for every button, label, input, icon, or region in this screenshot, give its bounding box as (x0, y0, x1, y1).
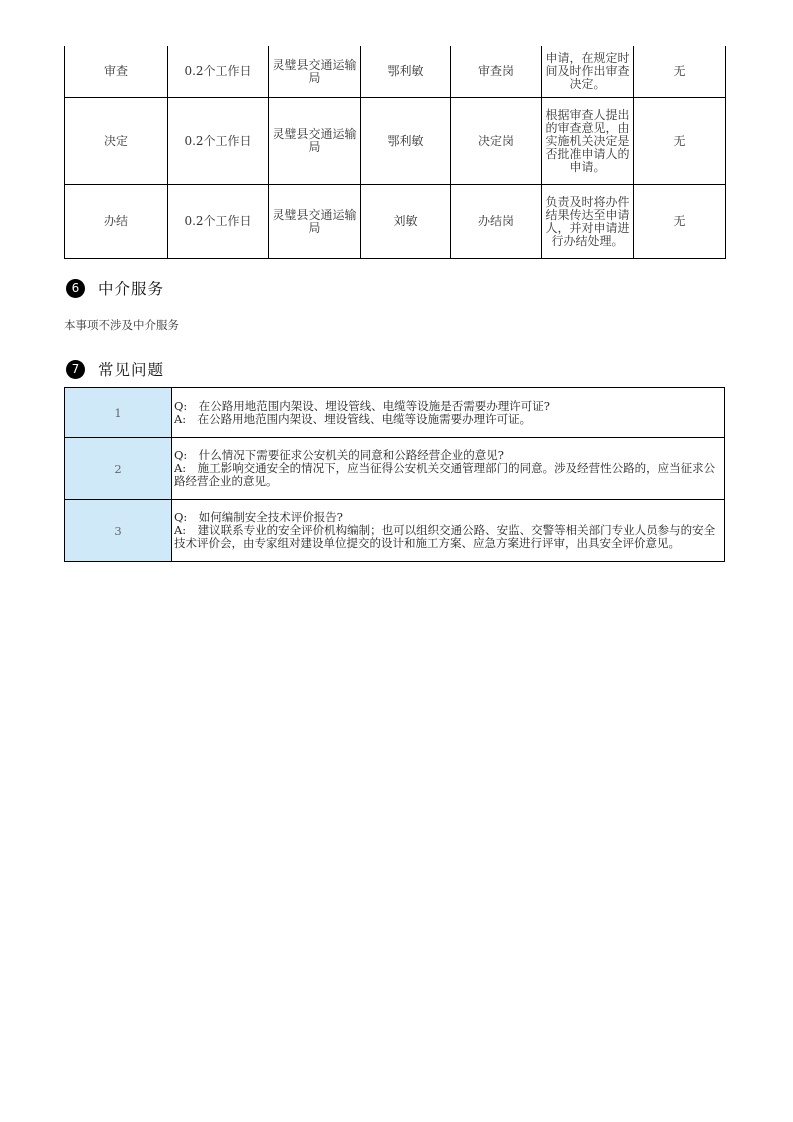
faq-answer: A: 建议联系专业的安全评价机构编制；也可以组织交通公路、安监、交警等相关部门专业人员参与的安全技术评价会，由专家组对建设单位提交的设计和施工方案、应急方案进行评审，出具安全评价意见。 (174, 523, 716, 550)
faq-row (65, 388, 725, 438)
faq-index: 3 (65, 500, 172, 562)
dept-cell: 灵璧县交通运输局 (269, 46, 361, 98)
post-cell: 决定岗 (451, 98, 542, 185)
process-table (64, 46, 726, 259)
desc-cell: 申请，在规定时间及时作出审查决定。 (542, 46, 634, 98)
faq-content (172, 388, 725, 438)
section-number-badge: 6 (66, 279, 85, 298)
faq-index: 1 (65, 388, 172, 438)
faq-content (172, 500, 725, 562)
person-cell: 鄂利敏 (361, 98, 451, 185)
faq-row (65, 500, 725, 562)
step-cell: 办结 (65, 185, 168, 259)
faq-content (172, 438, 725, 500)
intermediary-text: 本事项不涉及中介服务 (64, 318, 179, 332)
faq-row (65, 438, 725, 500)
person-cell: 刘敏 (361, 185, 451, 259)
section-number-badge: 7 (66, 360, 85, 379)
faq-question: Q: 什么情况下需要征求公安机关的同意和公路经营企业的意见? (174, 448, 504, 462)
desc-cell: 根据审查人提出的审查意见，由实施机关决定是否批准申请人的申请。 (542, 98, 634, 185)
faq-answer: A: 在公路用地范围内架设、埋设管线、电缆等设施需要办理许可证。 (174, 411, 532, 426)
section-heading-intermediary (66, 277, 164, 299)
faq-table (64, 387, 725, 562)
time-cell: 0.2个工作日 (168, 185, 269, 259)
faq-question: Q: 在公路用地范围内架设、埋设管线、电缆等设施是否需要办理许可证? (174, 398, 550, 413)
faq-question: Q: 如何编制安全技术评价报告? (174, 510, 343, 524)
fee-cell: 无 (634, 185, 726, 259)
faq-answer: A: 施工影响交通安全的情况下，应当征得公安机关交通管理部门的同意。涉及经营性公路的，应当征求公路经营企业的意见。 (174, 461, 716, 488)
desc-cell: 负责及时将办件结果传达至申请人，并对申请进行办结处理。 (542, 185, 634, 259)
table-row (65, 46, 726, 98)
section-title: 中介服务 (98, 280, 165, 298)
person-cell: 鄂利敏 (361, 46, 451, 98)
table-row (65, 98, 726, 185)
section-title: 常见问题 (98, 361, 165, 379)
step-cell: 审查 (65, 46, 168, 98)
time-cell: 0.2个工作日 (168, 98, 269, 185)
fee-cell: 无 (634, 98, 726, 185)
dept-cell: 灵璧县交通运输局 (269, 98, 361, 185)
post-cell: 审查岗 (451, 46, 542, 98)
post-cell: 办结岗 (451, 185, 542, 259)
dept-cell: 灵璧县交通运输局 (269, 185, 361, 259)
table-row (65, 185, 726, 259)
fee-cell: 无 (634, 46, 726, 98)
step-cell: 决定 (65, 98, 168, 185)
time-cell: 0.2个工作日 (168, 46, 269, 98)
faq-index: 2 (65, 438, 172, 500)
section-heading-faq (66, 358, 164, 380)
